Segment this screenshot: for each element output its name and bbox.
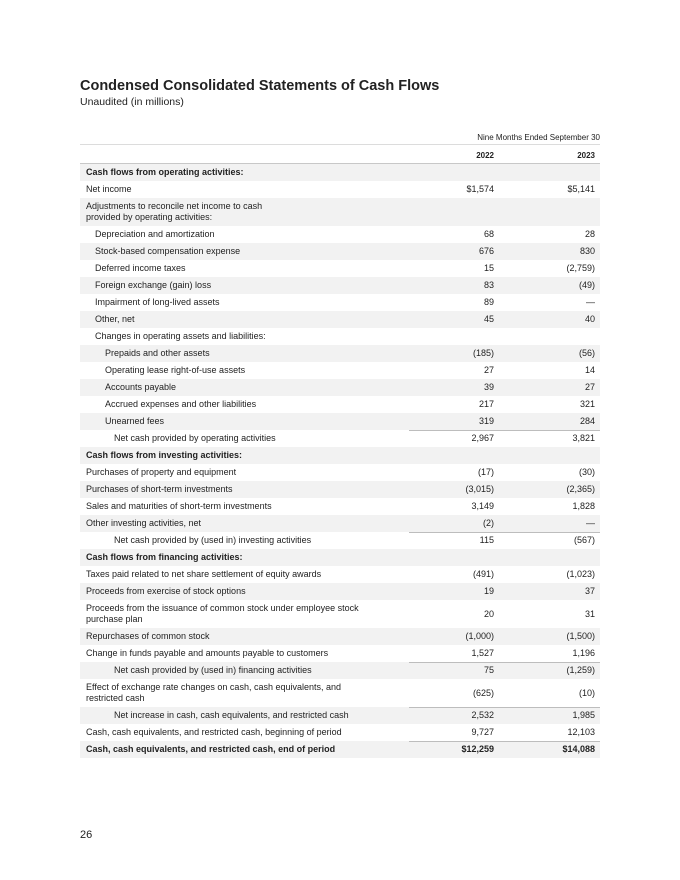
value-2023: — xyxy=(586,518,595,528)
row-label xyxy=(86,603,386,625)
row-label: Other investing activities, net xyxy=(86,518,202,528)
table-row xyxy=(80,413,600,430)
value-2023: (56) xyxy=(578,348,595,358)
column-header-2022: 2022 xyxy=(476,151,494,160)
value-2023: 3,821 xyxy=(572,433,595,443)
value-2023: 37 xyxy=(584,586,595,596)
table-row xyxy=(80,724,600,741)
row-label: Net income xyxy=(86,184,132,194)
value-2023: 1,828 xyxy=(572,501,595,511)
subtotal-row xyxy=(80,662,600,679)
table-row xyxy=(80,396,600,413)
row-label: Foreign exchange (gain) loss xyxy=(95,280,212,290)
page-number: 26 xyxy=(80,829,93,841)
total-row xyxy=(80,741,600,758)
table-row xyxy=(80,628,600,645)
value-2022: 2,967 xyxy=(471,433,494,443)
row-label: Changes in operating assets and liabilities: xyxy=(95,331,266,341)
table-row xyxy=(80,294,600,311)
value-2022: 19 xyxy=(483,586,494,596)
subtotal-row xyxy=(80,430,600,447)
table-row xyxy=(80,583,600,600)
table-row xyxy=(80,226,600,243)
value-2022: 83 xyxy=(483,280,494,290)
table-row xyxy=(80,277,600,294)
row-label: Impairment of long-lived assets xyxy=(95,297,220,307)
subtotal-row xyxy=(80,707,600,724)
row-label: Deferred income taxes xyxy=(95,263,186,273)
section-header-operating xyxy=(80,164,600,181)
column-header-period: Nine Months Ended September 30 xyxy=(477,133,600,142)
table-row xyxy=(80,645,600,662)
table-row xyxy=(80,345,600,362)
value-2023: (2,759) xyxy=(566,263,595,273)
value-2022: 68 xyxy=(483,229,494,239)
value-2023: (30) xyxy=(578,467,595,477)
row-label: Stock-based compensation expense xyxy=(95,246,241,256)
value-2022: 9,727 xyxy=(471,727,494,737)
row-label: Net cash provided by operating activities xyxy=(114,433,276,443)
value-2023: (567) xyxy=(573,535,595,545)
cash-flow-table xyxy=(80,164,600,758)
table-row xyxy=(80,198,600,226)
table-row xyxy=(80,260,600,277)
value-2023: 1,985 xyxy=(572,710,595,720)
table-row xyxy=(80,498,600,515)
row-label-text: Adjustments to reconcile net income to cash provided by operating activities: xyxy=(86,201,263,222)
value-2022: 20 xyxy=(483,609,494,619)
value-2022: 319 xyxy=(478,416,494,426)
row-label: Proceeds from exercise of stock options xyxy=(86,586,246,596)
section-header-financing xyxy=(80,549,600,566)
page-title: Condensed Consolidated Statements of Cash Flows xyxy=(80,78,440,94)
table-row xyxy=(80,515,600,532)
value-2022: (1,000) xyxy=(465,631,494,641)
column-header-divider xyxy=(80,144,600,145)
value-2023: 14 xyxy=(584,365,595,375)
row-label: Other, net xyxy=(95,314,135,324)
value-2023: $5,141 xyxy=(567,184,595,194)
section-header-investing xyxy=(80,447,600,464)
subtotal-row xyxy=(80,532,600,549)
row-label: Sales and maturities of short-term investments xyxy=(86,501,272,511)
row-label-text: Effect of exchange rate changes on cash, cash equivalents, and restricted cash xyxy=(86,682,342,703)
table-row xyxy=(80,243,600,260)
value-2023: (49) xyxy=(578,280,595,290)
row-label: Accrued expenses and other liabilities xyxy=(105,399,257,409)
row-label: Repurchases of common stock xyxy=(86,631,210,641)
value-2023: 40 xyxy=(584,314,595,324)
table-row xyxy=(80,566,600,583)
value-2022: (491) xyxy=(472,569,494,579)
value-2022: (185) xyxy=(472,348,494,358)
column-header-2023: 2023 xyxy=(577,151,595,160)
value-2023: $14,088 xyxy=(562,744,595,754)
row-label xyxy=(86,201,386,223)
value-2022: 27 xyxy=(483,365,494,375)
value-2022: 39 xyxy=(483,382,494,392)
row-label: Prepaids and other assets xyxy=(105,348,210,358)
table-row xyxy=(80,481,600,498)
value-2023: — xyxy=(586,297,595,307)
row-label xyxy=(86,682,386,704)
row-label-text: Proceeds from the issuance of common stock under employee stock purchase plan xyxy=(86,603,359,624)
row-label: Net cash provided by (used in) investing activities xyxy=(114,535,312,545)
value-2023: 321 xyxy=(579,399,595,409)
value-2023: 1,196 xyxy=(572,648,595,658)
value-2022: 45 xyxy=(483,314,494,324)
table-row xyxy=(80,464,600,481)
row-label: Cash, cash equivalents, and restricted cash, end of period xyxy=(86,744,336,754)
value-2022: (625) xyxy=(472,688,494,698)
value-2022: (3,015) xyxy=(465,484,494,494)
value-2022: 1,527 xyxy=(471,648,494,658)
row-label: Taxes paid related to net share settlement of equity awards xyxy=(86,569,322,579)
value-2022: $1,574 xyxy=(466,184,494,194)
row-label: Cash, cash equivalents, and restricted cash, beginning of period xyxy=(86,727,342,737)
value-2022: 217 xyxy=(478,399,494,409)
row-label: Purchases of short-term investments xyxy=(86,484,233,494)
value-2023: (2,365) xyxy=(566,484,595,494)
value-2022: $12,259 xyxy=(461,744,494,754)
row-label: Net cash provided by (used in) financing activities xyxy=(114,665,312,675)
table-row xyxy=(80,328,600,345)
value-2022: (2) xyxy=(483,518,494,528)
table-row xyxy=(80,679,600,707)
value-2022: 676 xyxy=(478,246,494,256)
row-label: Accounts payable xyxy=(105,382,177,392)
value-2023: 284 xyxy=(579,416,595,426)
table-row xyxy=(80,379,600,396)
value-2023: 31 xyxy=(584,609,595,619)
value-2022: 2,532 xyxy=(471,710,494,720)
value-2023: 12,103 xyxy=(567,727,595,737)
value-2023: 27 xyxy=(584,382,595,392)
value-2022: 3,149 xyxy=(471,501,494,511)
value-2022: 89 xyxy=(483,297,494,307)
row-label: Cash flows from investing activities: xyxy=(86,450,243,460)
row-label: Unearned fees xyxy=(105,416,165,426)
value-2023: (1,023) xyxy=(566,569,595,579)
value-2023: (1,500) xyxy=(566,631,595,641)
value-2023: (1,259) xyxy=(566,665,595,675)
table-row xyxy=(80,600,600,628)
row-label: Cash flows from financing activities: xyxy=(86,552,243,562)
row-label: Depreciation and amortization xyxy=(95,229,215,239)
table-row xyxy=(80,311,600,328)
row-label: Cash flows from operating activities: xyxy=(86,167,244,177)
value-2022: 15 xyxy=(483,263,494,273)
value-2022: (17) xyxy=(477,467,494,477)
row-label: Purchases of property and equipment xyxy=(86,467,237,477)
table-row xyxy=(80,362,600,379)
value-2022: 115 xyxy=(479,535,494,545)
value-2023: 28 xyxy=(584,229,595,239)
row-label: Operating lease right-of-use assets xyxy=(105,365,246,375)
table-row xyxy=(80,181,600,198)
page-subtitle: Unaudited (in millions) xyxy=(80,96,184,108)
row-label: Net increase in cash, cash equivalents, and restricted cash xyxy=(114,710,349,720)
value-2023: 830 xyxy=(579,246,595,256)
row-label: Change in funds payable and amounts payable to customers xyxy=(86,648,329,658)
value-2022: 75 xyxy=(483,665,494,675)
value-2023: (10) xyxy=(578,688,595,698)
